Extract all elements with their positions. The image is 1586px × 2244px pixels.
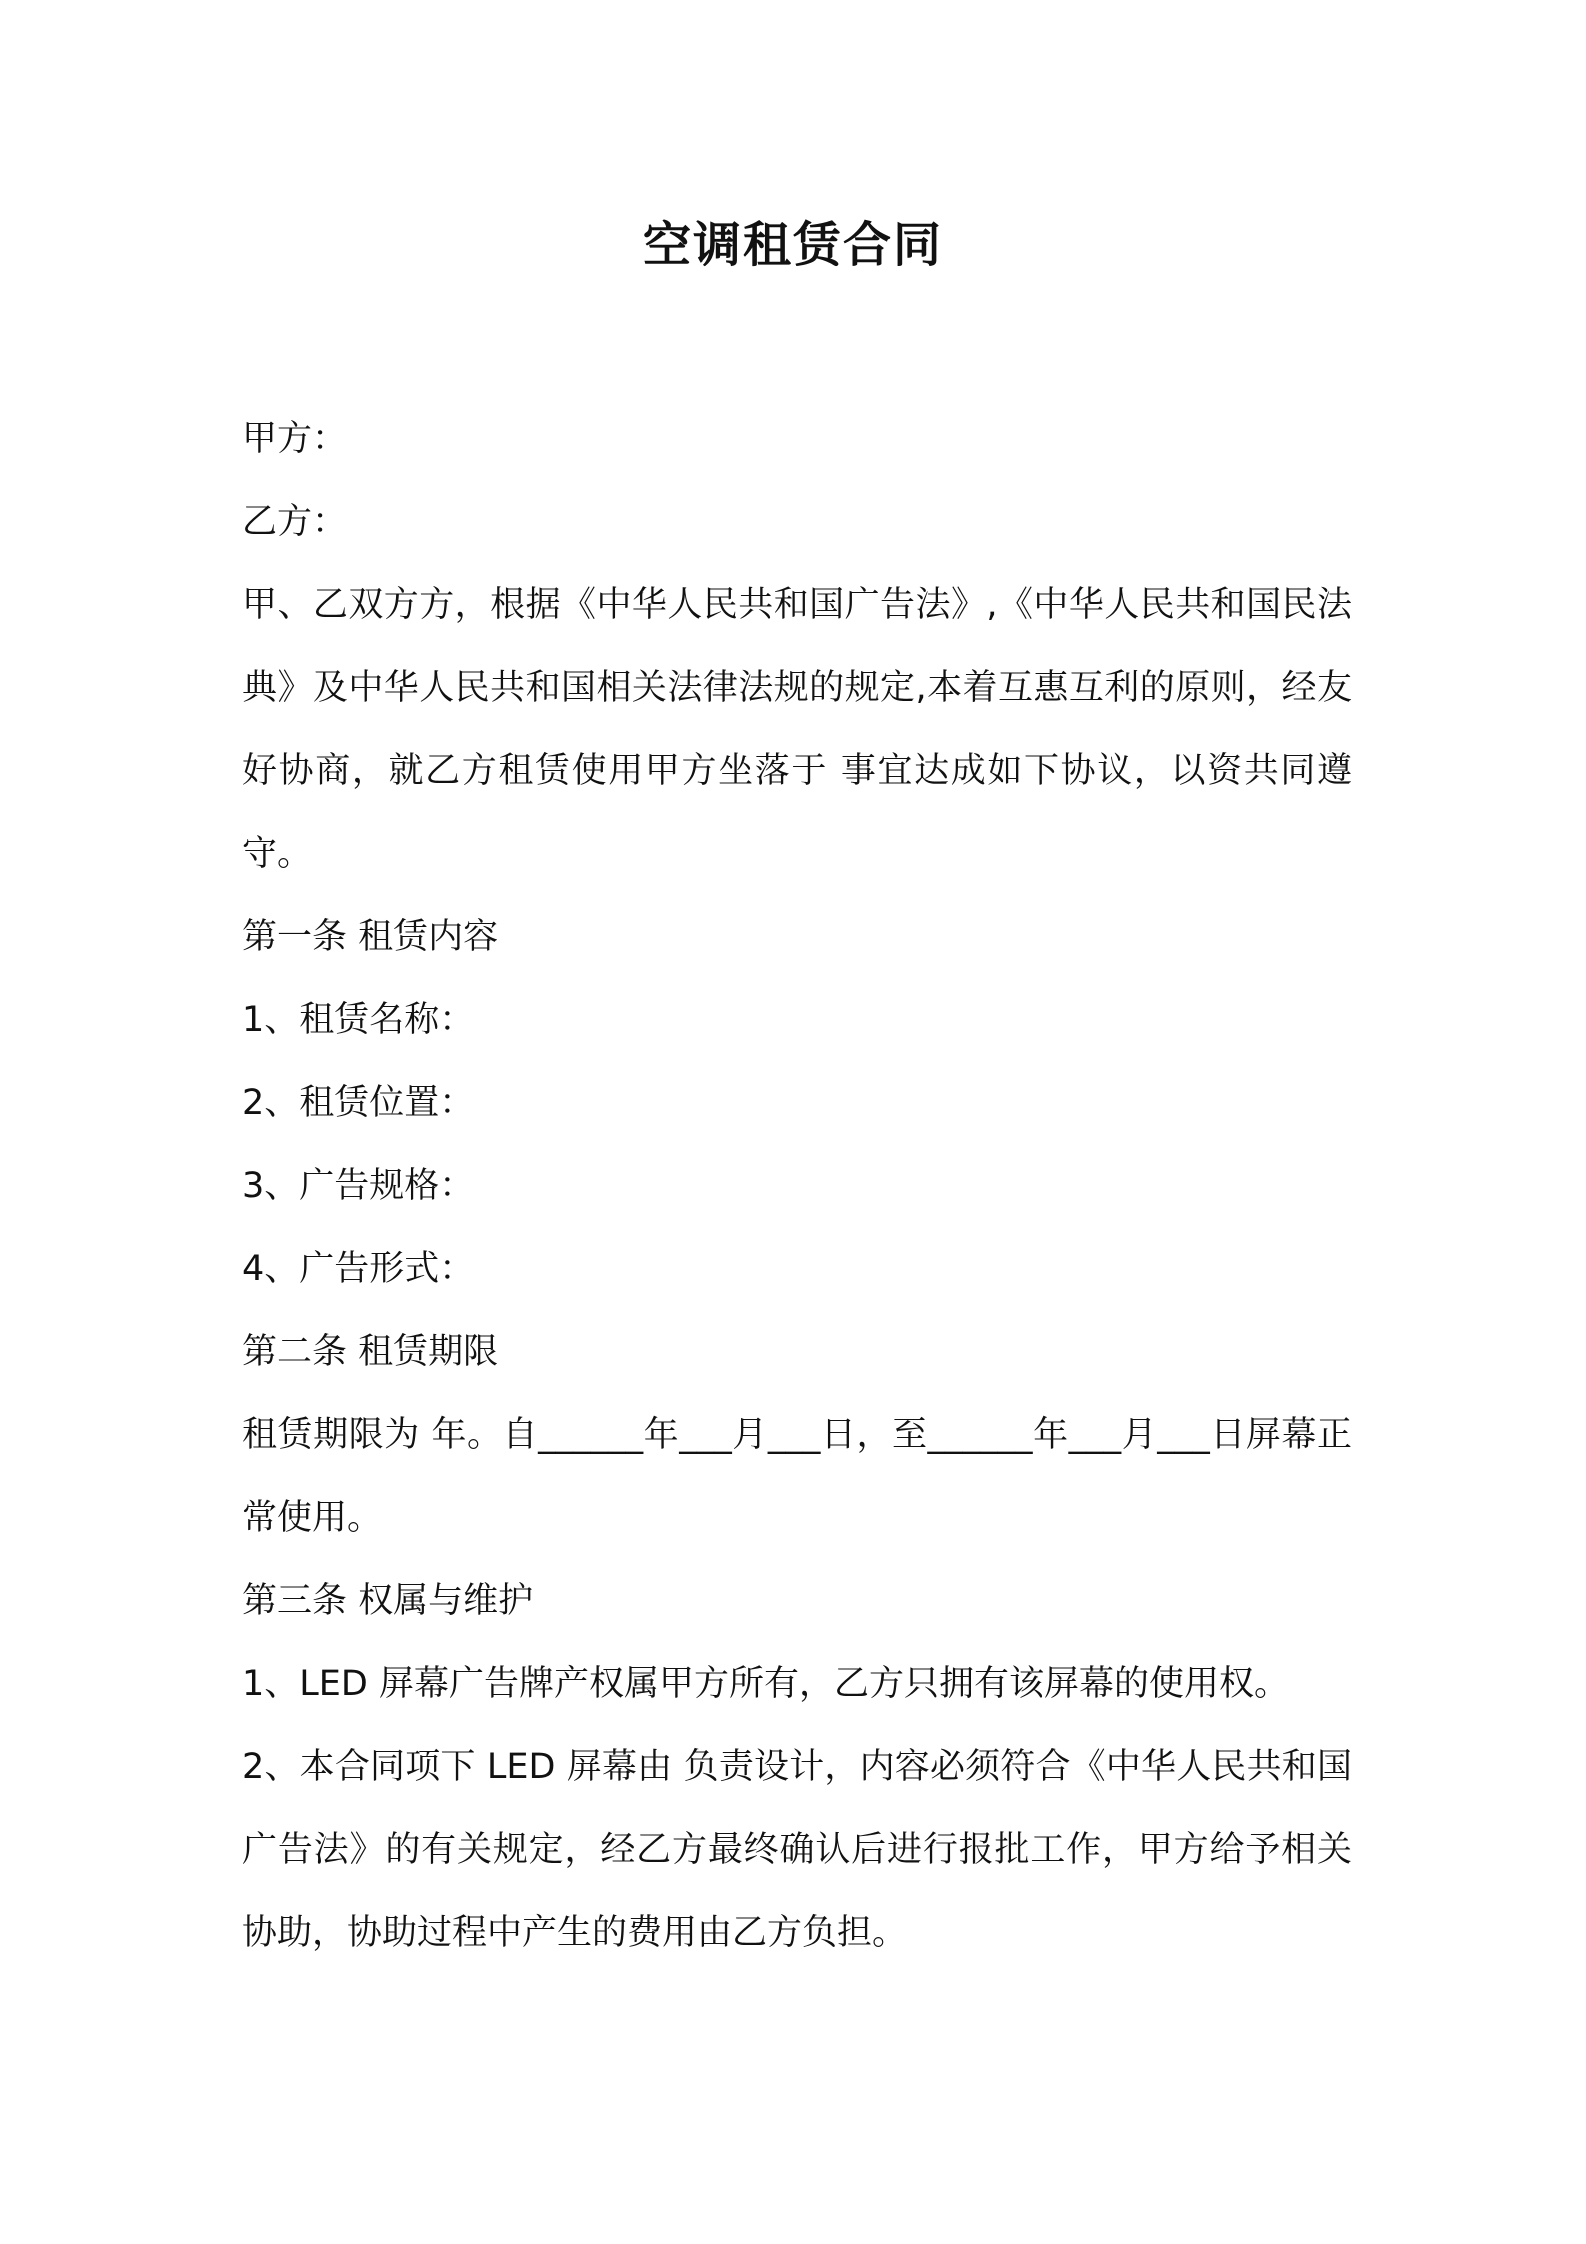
party-a-label: 甲方： [242,419,348,459]
party-b-label: 乙方： [242,502,348,542]
article-2-heading: 第二条 租赁期限 [242,1332,499,1372]
document-body [242,398,1352,1975]
article-1-item-form: 4、广告形式： [242,1249,475,1289]
article-1-heading: 第一条 租赁内容 [242,917,499,957]
article-1-item-spec: 3、广告规格： [242,1166,475,1206]
article-1-item-name: 1、租赁名称： [242,1000,475,1040]
article-1-item-location: 2、租赁位置： [242,1083,475,1123]
article-2-term-paragraph: 租赁期限为 年。自______年___月___日，至______年___月___日屏幕正常使用。 [242,1415,1352,1538]
article-3-item-design: 2、本合同项下 LED 屏幕由 负责设计，内容必须符合《中华人民共和国广告法》的有关规定，经乙方最终确认后进行报批工作，甲方给予相关协助，协助过程中产生的费用由乙方负担。 [242,1747,1352,1953]
article-3-heading: 第三条 权属与维护 [242,1581,534,1621]
article-3-item-ownership: 1、LED 屏幕广告牌产权属甲方所有，乙方只拥有该屏幕的使用权。 [242,1664,1289,1704]
preamble-paragraph: 甲、乙双方方，根据《中华人民共和国广告法》,《中华人民共和国民法典》及中华人民共和国相关法律法规的规定,本着互惠互利的原则，经友好协商，就乙方租赁使用甲方坐落于 事宜达成如下协议，以资共同遵守。 [242,585,1352,874]
document-title: 空调租赁合同 [642,217,943,273]
